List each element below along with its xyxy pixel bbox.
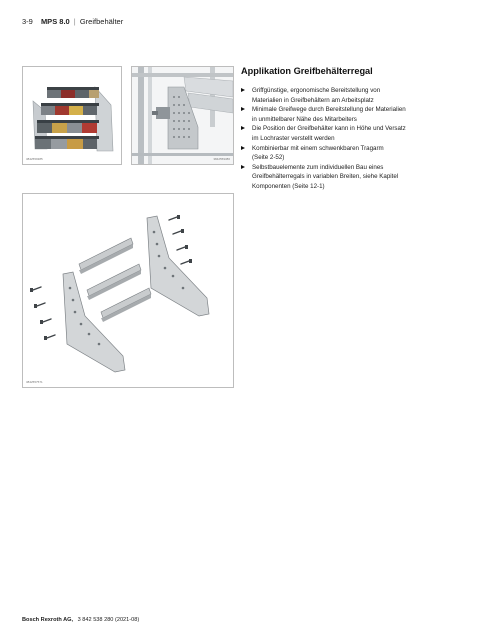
workstation-rack-photo-icon bbox=[132, 67, 233, 164]
list-item: Minimale Greifwege durch Bereitstellung der Materialien in unmittelbarer Nähe des Mitarbeiters bbox=[241, 105, 459, 124]
exploded-rack-drawing bbox=[22, 193, 234, 388]
list-item: Die Position der Greifbehälter kann in Höhe und Versatz im Lochraster verstellt werden bbox=[241, 124, 459, 143]
list-item: Selbstbauelemente zum individuellen Bau eines Greifbehälterregals in variablen Breiten, siehe Kapitel Komponenten (Seite 12-1) bbox=[241, 163, 459, 192]
figure-code: 3842559386 bbox=[213, 157, 230, 161]
product-name: MPS 8.0 bbox=[40, 17, 70, 26]
page-header bbox=[22, 17, 123, 26]
feature-list bbox=[241, 86, 459, 192]
section-name: Greifbehälter bbox=[79, 17, 124, 26]
bullet-arrow-icon bbox=[241, 88, 245, 92]
bin-rack-photo bbox=[22, 66, 122, 165]
header-separator: | bbox=[73, 17, 76, 26]
bullet-arrow-icon bbox=[241, 126, 245, 130]
bullet-arrow-icon bbox=[241, 146, 245, 150]
list-item: Kombinierbar mit einem schwenkbaren Tragarm (Seite 2-52) bbox=[241, 144, 459, 163]
exploded-rack-drawing-icon bbox=[23, 194, 233, 387]
section-title: Applikation Greifbehälterregal bbox=[241, 66, 373, 76]
page-number: 3-9 bbox=[22, 17, 33, 26]
footer-brand: Bosch Rexroth AG, bbox=[22, 617, 74, 623]
bin-rack-photo-icon bbox=[23, 67, 121, 164]
figure-code: 3842557571 bbox=[26, 380, 43, 384]
workstation-rack-photo bbox=[131, 66, 234, 165]
bullet-arrow-icon bbox=[241, 107, 245, 111]
footer-doc-ref: 3 842 538 280 (2021-08) bbox=[77, 617, 140, 623]
figure-code: 3842559385 bbox=[26, 157, 43, 161]
bullet-arrow-icon bbox=[241, 165, 245, 169]
page-footer bbox=[22, 617, 139, 623]
list-item: Griffgünstige, ergonomische Bereitstellung von Materialien in Greifbehältern am Arbeitsplatz bbox=[241, 86, 459, 105]
